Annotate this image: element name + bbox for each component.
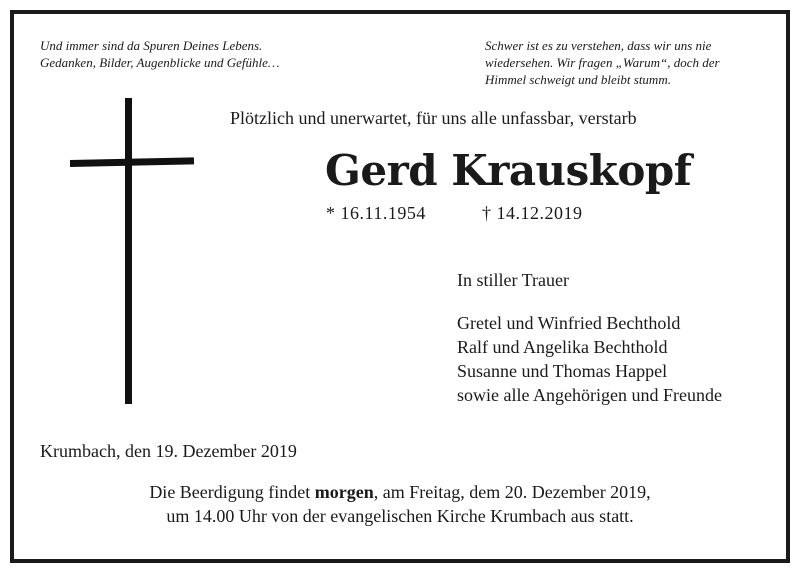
quote-line: Himmel schweigt und bleibt stumm. [485, 72, 671, 87]
cross-vertical-bar [125, 98, 132, 404]
quote-left [40, 37, 279, 71]
funeral-line-2: um 14.00 Uhr von der evangelischen Kirche Krumbach aus statt. [166, 506, 634, 526]
mourner: Susanne und Thomas Happel [457, 361, 668, 381]
funeral-emphasis: morgen [314, 482, 374, 502]
mourner: sowie alle Angehörigen und Freunde [457, 385, 722, 405]
birth-date: * 16.11.1954 [326, 203, 426, 223]
quote-line: Und immer sind da Spuren Deines Lebens. [40, 38, 263, 53]
quote-line: Schwer ist es zu verstehen, dass wir uns nie [485, 38, 712, 53]
funeral-line-1 [0, 480, 800, 504]
funeral-text: Die Beerdigung findet [149, 482, 315, 502]
mourner: Ralf und Angelika Bechthold [457, 337, 668, 357]
quote-line: wiedersehen. Wir fragen „Warum“, doch der [485, 55, 720, 70]
place-date: Krumbach, den 19. Dezember 2019 [40, 441, 297, 461]
mourning-heading: In stiller Trauer [457, 270, 569, 290]
mourner: Gretel und Winfried Bechthold [457, 313, 681, 333]
deceased-name: Gerd Krauskopf [325, 146, 692, 195]
intro-text: Plötzlich und unerwartet, für uns alle unfassbar, verstarb [230, 108, 637, 128]
quote-right [485, 37, 720, 88]
quote-line: Gedanken, Bilder, Augenblicke und Gefühle… [40, 55, 280, 70]
mourners-list [457, 311, 722, 407]
death-date: † 14.12.2019 [482, 203, 583, 223]
funeral-text: , am Freitag, dem 20. Dezember 2019, [373, 482, 651, 502]
